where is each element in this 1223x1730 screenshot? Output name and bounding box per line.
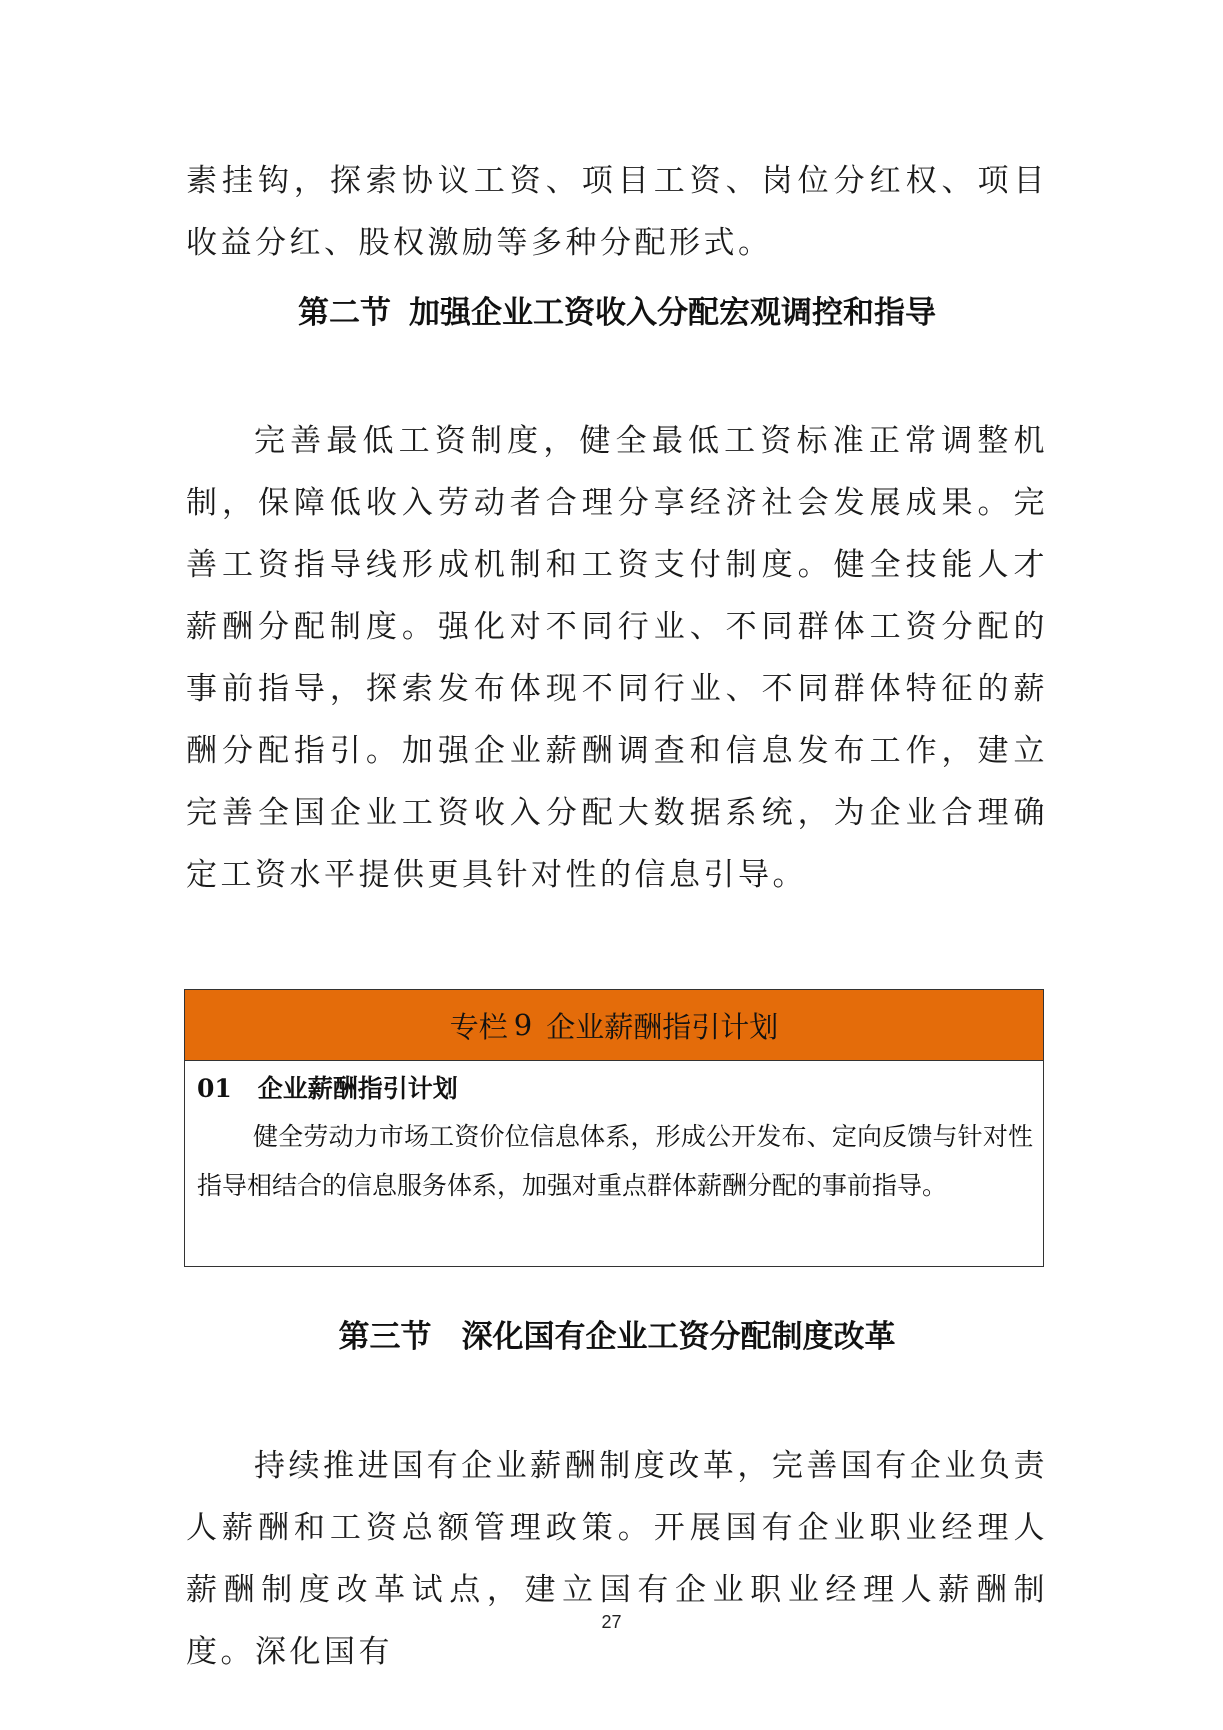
section-3-paragraph: 持续推进国有企业薪酬制度改革，完善国有企业负责人薪酬和工资总额管理政策。开展国有企业职业经理人薪酬制度改革试点，建立国有企业职业经理人薪酬制度。深化国有 — [186, 1448, 1048, 1670]
column-box-item-title: 企业薪酬指引计划 — [257, 1074, 458, 1103]
column-box-item-code: 01 — [197, 1074, 232, 1103]
page-number: 27 — [601, 1612, 622, 1632]
section-3-heading — [186, 1317, 1048, 1357]
section-3-title: 深化国有企业工资分配制度改革 — [461, 1319, 896, 1355]
column-box-label: 专栏 — [449, 1009, 508, 1044]
column-box-title: 企业薪酬指引计划 — [546, 1009, 779, 1044]
column-box-item-text: 健全劳动力市场工资价位信息体系，形成公开发布、定向反馈与针对性指导相结合的信息服务体系，加强对重点群体薪酬分配的事前指导。 — [197, 1122, 1033, 1200]
section-3-label: 第三节 — [338, 1319, 432, 1355]
section-2-heading — [186, 293, 1048, 333]
column-box-header — [185, 990, 1043, 1061]
column-box — [184, 989, 1044, 1267]
section-2-paragraph: 完善最低工资制度，健全最低工资标准正常调整机制，保障低收入劳动者合理分享经济社会发展成果。完善工资指导线形成机制和工资支付制度。健全技能人才薪酬分配制度。强化对不同行业、不同群体工资分配的事前指导，探索发布体现不同行业、不同群体特征的薪酬分配指引。加强企业薪酬调查和信息发布工作，建立完善全国企业工资收入分配大数据系统，为企业合理确定工资水平提供更具针对性的信息引导。 — [186, 423, 1048, 893]
column-box-item-heading — [197, 1072, 458, 1106]
column-box-number: 9 — [513, 1008, 533, 1042]
paragraph-continued: 素挂钩，探索协议工资、项目工资、岗位分红权、项目收益分红、股权激励等多种分配形式。 — [186, 163, 1048, 261]
section-2-title: 加强企业工资收入分配宏观调控和指导 — [409, 295, 936, 331]
section-2-label: 第二节 — [298, 295, 391, 331]
